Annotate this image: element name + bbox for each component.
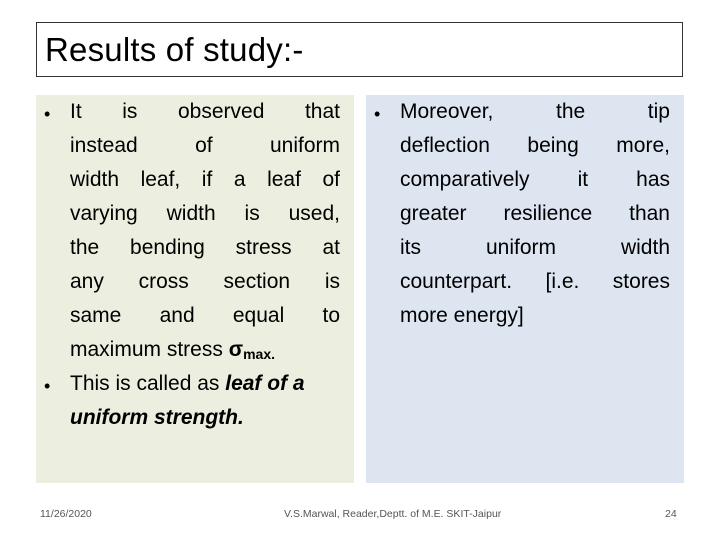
text-line: comparatively it has (400, 168, 670, 191)
text-line: This is called as leaf of a (70, 372, 305, 395)
text-line: same and equal to (70, 304, 340, 327)
slide-title: Results of study:- (45, 31, 304, 68)
text-line: deflection being more, (400, 134, 670, 157)
text-line: It is observed that (70, 100, 340, 123)
left-bullet-1-text (70, 95, 340, 371)
right-content-panel: • Moreover, the tip deflection being more, comparatively it has greater resilience than its uniform width counterpart. [i.e. stores more energy] (366, 95, 684, 483)
text-line: the bending stress at (70, 236, 340, 259)
text-line: its uniform width (400, 236, 670, 259)
text-line: Moreover, the tip (400, 100, 670, 123)
text-line (70, 401, 350, 435)
text-line: varying width is used, (70, 202, 340, 225)
text-line: greater resilience than (400, 202, 670, 225)
title-box (36, 22, 683, 77)
text-line: instead of uniform (70, 134, 340, 157)
footer-page-number: 24 (665, 508, 677, 520)
text-line: width leaf, if a leaf of (70, 168, 340, 191)
emphasis-text: leaf of a (225, 372, 305, 395)
text-line: counterpart. [i.e. stores (400, 270, 670, 293)
left-content-panel: • It is observed that instead of uniform width leaf, if a leaf of varying width is used, the bending stress at any cross section is same and equal to maximum stress $\sigma_{max.}$ • This is called as leaf of a uniform strength. (36, 95, 354, 483)
right-bullet-1-text (400, 95, 670, 333)
sigma-symbol: σ (228, 338, 244, 361)
text-line: any cross section is (70, 270, 340, 293)
text-line-last: maximum stress $\sigma_{max.}$ (70, 338, 275, 362)
emphasis-text: uniform strength. (70, 406, 244, 429)
text-line-last: more energy] (400, 304, 524, 327)
sigma-subscript: max. (243, 346, 275, 362)
footer-author: V.S.Marwal, Reader,Deptt. of M.E. SKIT-Jaipur (284, 508, 502, 520)
left-bullet-2-text (70, 367, 350, 435)
footer-date: 11/26/2020 (40, 508, 92, 520)
